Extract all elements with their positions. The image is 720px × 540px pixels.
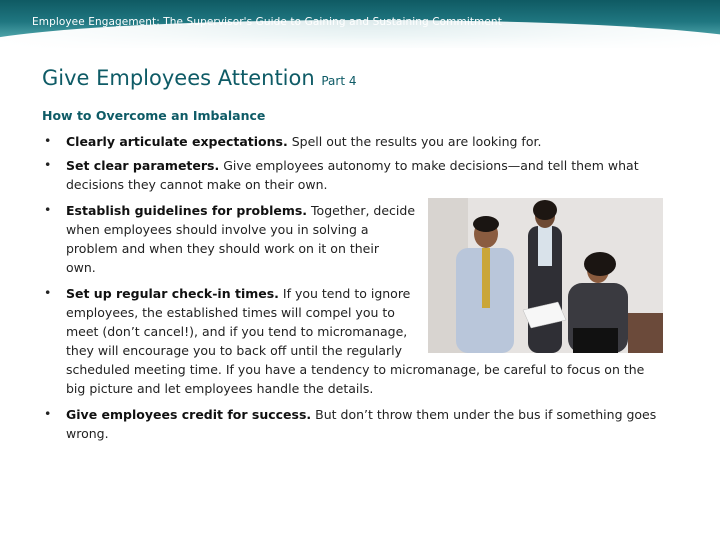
bullet-item-3: [66, 201, 415, 277]
slide-title: [42, 66, 357, 90]
bullet-item-4-line: meet (don’t cancel!), and if you tend to micromanage,: [66, 324, 408, 339]
bullet-item-1: [66, 132, 541, 151]
bullet-item-1-lead: Clearly articulate expectations.: [66, 134, 288, 149]
header-banner: [0, 0, 720, 48]
bullet-item-3-lead: Establish guidelines for problems.: [66, 203, 308, 218]
bullet-item-5-line: wrong.: [66, 426, 109, 441]
bullet-item-3-line: when employees should involve you in solving a: [66, 222, 369, 237]
bullet-item-4-line: they will encourage you to back off until the regularly: [66, 343, 403, 358]
slide-part-label: Part 4: [321, 74, 357, 88]
header-title: Employee Engagement: The Supervisor's Guide to Gaining and Sustaining Commitment: [32, 16, 502, 28]
bullet-item-3-line: own.: [66, 260, 96, 275]
slide-title-text: Give Employees Attention: [42, 66, 315, 90]
bullet-item-5: [66, 405, 656, 443]
bullet-item-2-line: decisions they cannot make on their own.: [66, 177, 328, 192]
bullet-item-4-line: scheduled meeting time. If you have a tendency to micromanage, be careful to focus on the: [66, 362, 645, 377]
bullet-item-2-lead: Set clear parameters.: [66, 158, 220, 173]
bullet-item-4-line: employees, the established times will compel you to: [66, 305, 395, 320]
subheading: How to Overcome an Imbalance: [42, 108, 266, 123]
bullet-item-2: [66, 156, 639, 194]
bullet-item-5-lead: Give employees credit for success.: [66, 407, 312, 422]
bullet-item-2-line: Give employees autonomy to make decisions—and tell them what: [219, 158, 639, 173]
bullet-item-3-line: problem and when they should work on it on their: [66, 241, 379, 256]
bullet-marker: •: [44, 406, 52, 421]
bullet-item-5-line: But don’t throw them under the bus if something goes: [311, 407, 657, 422]
meeting-photo-illustration: [428, 198, 663, 353]
meeting-photo: [428, 198, 663, 353]
bullet-marker: •: [44, 285, 52, 300]
bullet-item-4-line: If you tend to ignore: [278, 286, 411, 301]
bullet-item-3-line: Together, decide: [307, 203, 416, 218]
bullet-item-1-line: Spell out the results you are looking for.: [287, 134, 542, 149]
bullet-marker: •: [44, 157, 52, 172]
bullet-item-4-line: big picture and let employees handle the details.: [66, 381, 374, 396]
bullet-marker: •: [44, 133, 52, 148]
bullet-marker: •: [44, 202, 52, 217]
bullet-item-4-lead: Set up regular check-in times.: [66, 286, 279, 301]
